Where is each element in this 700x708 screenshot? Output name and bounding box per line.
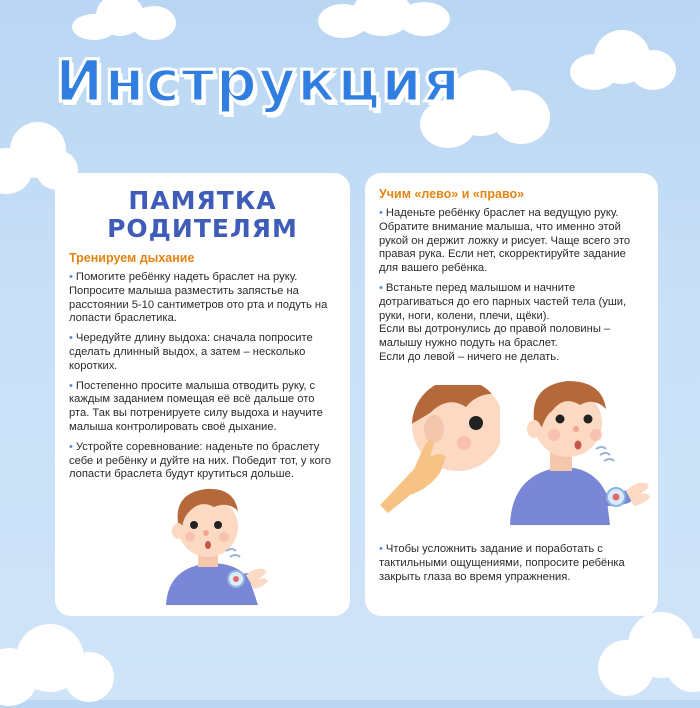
bullet-dot-icon: •	[69, 271, 73, 283]
boy-blowing-illustration	[148, 475, 278, 605]
bullet-dot-icon: •	[379, 543, 383, 555]
memo-heading-line2: РОДИТЕЛЯМ	[107, 214, 298, 243]
cloud-bottom-left	[0, 618, 120, 708]
cloud-bottom-right	[598, 608, 700, 708]
list-item-text: Если вы дотронулись до правой половины – малышу нужно подуть на браслет.	[379, 323, 611, 350]
list-item	[379, 543, 649, 584]
bullet-dot-icon: •	[379, 207, 383, 219]
bullet-dot-icon: •	[69, 332, 73, 345]
list-item-text: Если до левой – ничего не делать.	[379, 350, 560, 363]
list-item-text: Встаньте перед малышом и начните дотрагиваться до его парных частей тела (уши, руки, ноги, колени, плечи, щёки).	[379, 281, 627, 322]
list-item-text: Постепенно просите малыша отводить руку, с каждым заданием помещая её всё дальше ото рта. Так вы потренируете силу выдоха и научите малыша контролировать своё дыхание.	[69, 379, 323, 433]
section-title-left-right: Учим «лево» и «право»	[379, 187, 525, 201]
list-item-text: Чтобы усложнить задание и поработать с тактильными ощущениями, попросите ребёнка закрыть глаза во время упражнения.	[379, 543, 625, 583]
boy-with-bracelet-illustration	[510, 375, 655, 525]
bullet-dot-icon: •	[69, 379, 73, 392]
memo-heading-line1: ПАМЯТКА	[128, 186, 277, 215]
list-item	[69, 332, 336, 373]
list-item-text: Помогите ребёнку надеть браслет на руку. Попросите малыша разместить запястье на расстоянии 5-10 сантиметров ото рта и подуть на лопасти браслетика.	[69, 271, 328, 325]
list-item	[379, 282, 644, 365]
hand-touching-ear-illustration	[370, 385, 500, 515]
list-item	[69, 380, 336, 435]
bullet-dot-icon: •	[379, 281, 383, 294]
memo-heading	[69, 187, 336, 243]
list-item-text: Чередуйте длину выдоха: сначала попросите сделать длинный выдох, а затем – несколько коротких.	[69, 332, 313, 372]
list-item-text: Устройте соревнование: наденьте по браслету себе и ребёнку и дуйте на них. Победит тот, у кого лопасти браслета будут крутиться дольше.	[69, 440, 331, 481]
cloud-top-center	[318, 0, 458, 40]
bullet-dot-icon: •	[69, 440, 73, 453]
cloud-top-left	[72, 0, 182, 40]
list-item-text: Наденьте ребёнку браслет на ведущую руку. Обратите внимание малыша, что именно этой рукой он держит ложку и рисует. Чаще всего это правая рука. Если нет, скорректируйте задание для вашего ребёнка.	[379, 207, 631, 275]
cloud-right-upper	[570, 26, 680, 96]
list-item	[379, 207, 644, 276]
page-title: Инструкция	[55, 47, 462, 115]
list-item	[69, 271, 336, 326]
section-title-breathing: Тренируем дыхание	[69, 251, 195, 265]
